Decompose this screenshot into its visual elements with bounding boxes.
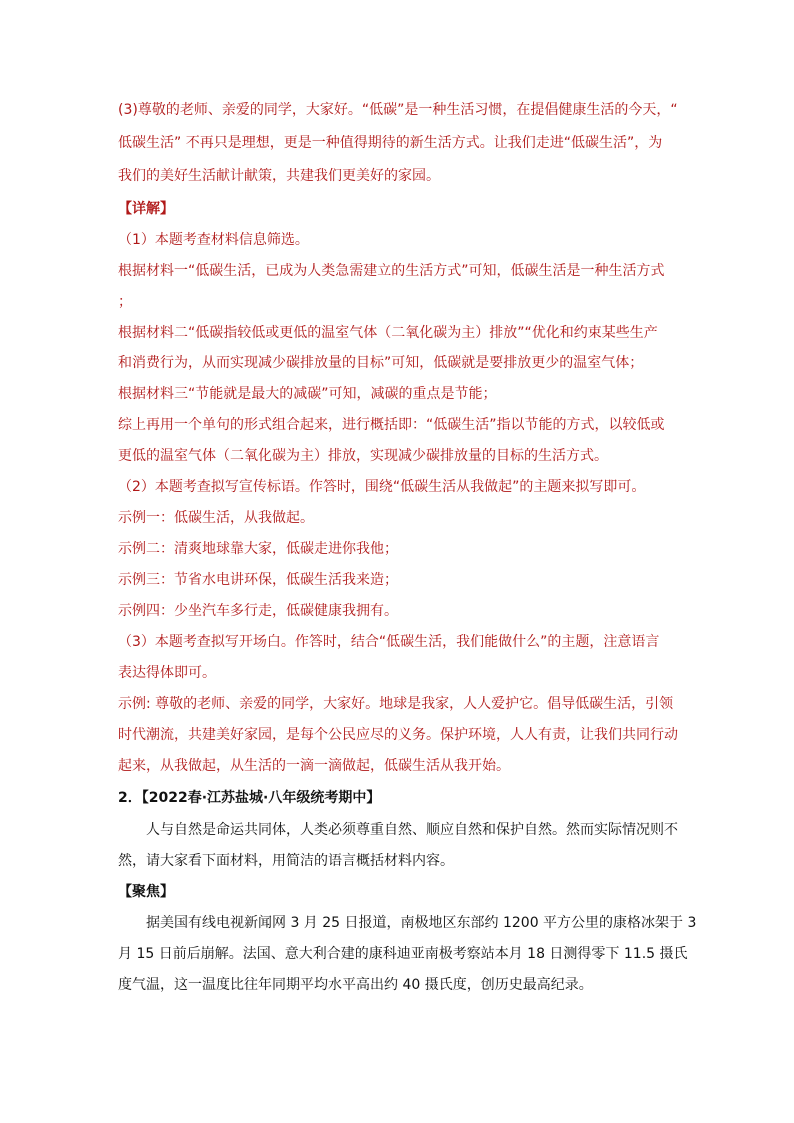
answer3-line-3: 我们的美好生活献计献策，共建我们更美好的家园。 — [118, 168, 440, 184]
answer3-line-2: 低碳生活” 不再只是理想，更是一种值得期待的新生活方式。让我们走进“低碳生活”，为 — [118, 135, 663, 151]
question2-prompt-line-2: 然，请大家看下面材料，用简洁的语言概括材料内容。 — [118, 853, 454, 869]
material-line-2: 月 15 日前后崩解。法国、意大利合建的康科迪亚南极考察站本月 18 日测得零下 11.5 摄氏 — [118, 946, 688, 962]
detail-q3-example-line-3: 起来，从我做起，从生活的一滴一滴做起，低碳生活从我开始。 — [118, 758, 510, 774]
detail-material3: 根据材料三“节能就是最大的减碳”可知，减碳的重点是节能； — [118, 386, 497, 402]
detail-material2-line-2: 和消费行为，从而实现减少碳排放量的目标”可知，低碳就是要排放更少的温室气体； — [118, 355, 644, 371]
focus-heading: 【聚焦】 — [118, 884, 174, 900]
detail-material1-line-1: 根据材料一“低碳生活，已成为人类急需建立的生活方式”可知，低碳生活是一种生活方式 — [118, 263, 665, 279]
detail-q2-title: （2）本题考查拟写宣传标语。作答时，围绕“低碳生活从我做起”的主题来拟写即可。 — [118, 479, 646, 495]
detail-material1-line-2: ； — [118, 294, 132, 310]
detail-example-1: 示例一：低碳生活，从我做起。 — [118, 510, 314, 526]
detail-q1-title: （1）本题考查材料信息筛选。 — [118, 232, 309, 248]
question2-source: 【2022春·江苏盐城·八年级统考期中】 — [141, 790, 381, 806]
detail-q3-example-line-1: 示例: 尊敬的老师、亲爱的同学，大家好。地球是我家，人人爱护它。倡导低碳生活，引领 — [118, 696, 674, 712]
detail-example-4: 示例四：少坐汽车多行走，低碳健康我拥有。 — [118, 603, 398, 619]
question2-header — [118, 788, 678, 808]
detail-q3-title-line-1: （3）本题考查拟写开场白。作答时，结合“低碳生活，我们能做什么”的主题，注意语言 — [118, 634, 660, 650]
detail-q3-title-line-2: 表达得体即可。 — [118, 665, 216, 681]
detail-material2-line-1: 根据材料二“低碳指较低或更低的温室气体（二氧化碳为主）排放”“优化和约束某些生产 — [118, 325, 658, 341]
material-line-1: 据美国有线电视新闻网 3 月 25 日报道，南极地区东部约 1200 平方公里的康格冰架于 3 — [146, 915, 697, 931]
detail-summary-line-2: 更低的温室气体（二氧化碳为主）排放，实现减少碳排放量的目标的生活方式。 — [118, 448, 608, 464]
detail-example-2: 示例二：清爽地球靠大家，低碳走进你我他； — [118, 541, 398, 557]
answer3-line-1: (3)尊敬的老师、亲爱的同学，大家好。“低碳”是一种生活习惯，在提倡健康生活的今天，“ — [118, 102, 678, 118]
detail-q3-example-line-2: 时代潮流，共建美好家园，是每个公民应尽的义务。保护环境，人人有责，让我们共同行动 — [118, 727, 678, 743]
question2-prompt-line-1: 人与自然是命运共同体，人类必须尊重自然、顺应自然和保护自然。然而实际情况则不 — [146, 822, 678, 838]
question2-number: 2． — [118, 790, 142, 806]
detail-example-3: 示例三：节省水电讲环保，低碳生活我来造； — [118, 572, 398, 588]
detail-summary-line-1: 综上再用一个单句的形式组合起来，进行概括即：“低碳生活”指以节能的方式，以较低或 — [118, 417, 665, 433]
material-line-3: 度气温，这一温度比往年同期平均水平高出约 40 摄氏度，创历史最高纪录。 — [118, 977, 593, 993]
detail-heading: 【详解】 — [118, 201, 174, 217]
